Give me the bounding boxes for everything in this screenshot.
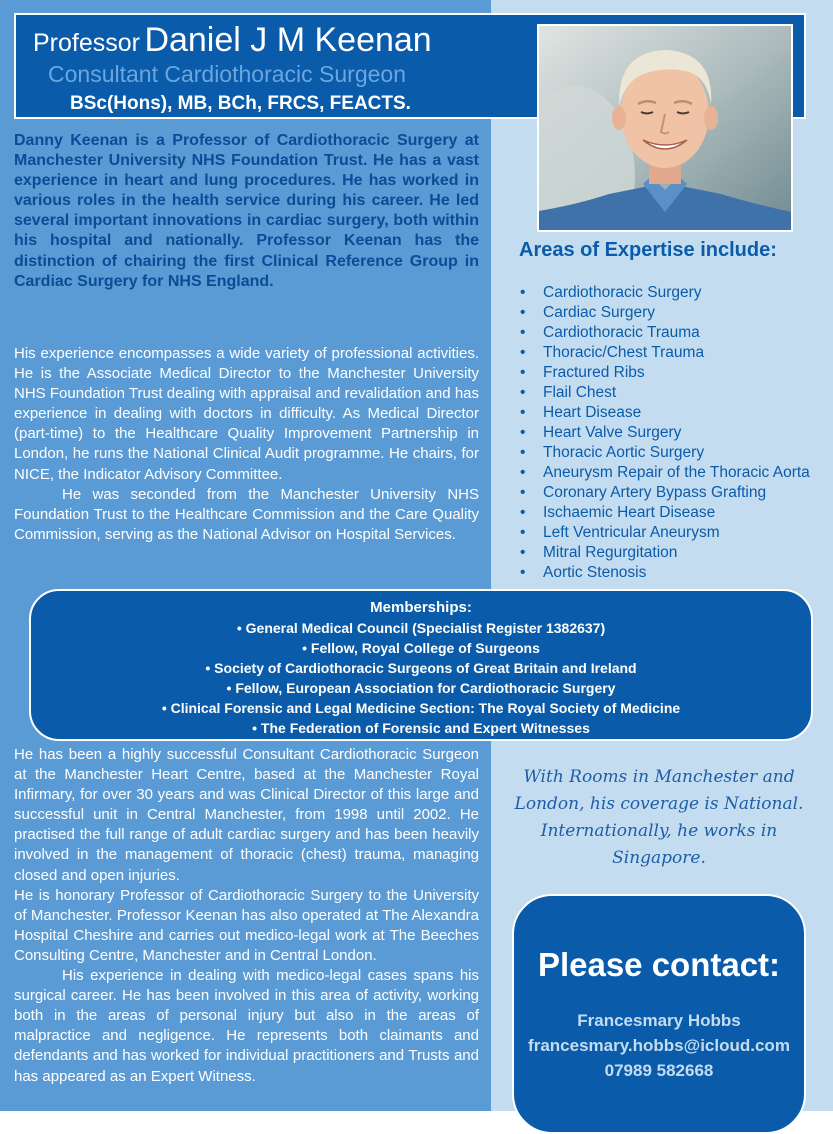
expertise-item: • Mitral Regurgitation <box>518 543 810 563</box>
job-title: Consultant Cardiothoracic Surgeon <box>48 61 406 87</box>
bio-paragraph: He has been a highly successful Consultant Cardiothoracic Surgeon at the Manchester Heart Centre, based at the Manchester Royal Infirmary, for over 30 years and was Clinical Director of this large and successful unit in Central Manchester, from 1998 until 2002. He practised the full range of adult cardiac surgery and has been heavily involved in the management of thoracic (chest) trauma, managing closed and open injuries. <box>14 746 479 884</box>
doctor-name: Daniel J M Keenan <box>144 21 432 59</box>
contact-heading: Please contact: <box>537 946 781 983</box>
expertise-item: • Flail Chest <box>518 383 810 403</box>
membership-item: • Fellow, Royal College of Surgeons <box>302 640 540 656</box>
bio-paragraph: He was seconded from the Manchester University NHS Foundation Trust to the Healthcare Commission and the Care Quality Commission, serving as the National Advisor on Hospital Services. <box>14 485 479 543</box>
contact-email[interactable]: francesmary.hobbs@icloud.com <box>528 1036 790 1055</box>
portrait-photo <box>537 24 793 232</box>
expertise-item: • Heart Disease <box>518 403 810 423</box>
qualifications: BSc(Hons), MB, BCh, FRCS, FEACTS. <box>70 93 411 114</box>
expertise-list <box>518 283 810 583</box>
expertise-item: • Ischaemic Heart Disease <box>518 503 810 523</box>
portrait-illustration <box>539 26 791 230</box>
contact-box <box>512 894 806 1134</box>
expertise-item: • Cardiothoracic Trauma <box>518 323 810 343</box>
bio-paragraph: His experience encompasses a wide variety of professional activities. He is the Associate Medical Director to the Manchester University NHS Foundation Trust dealing with appraisal and revalidation and has experience in dealing with doctors in difficulty. As Medical Director (part-time) to the Healthcare Quality Improvement Partnership in London, he runs the National Clinical Audit programme. He chairs, for NICE, the Indicator Advisory Committee. <box>14 345 479 483</box>
name-line <box>33 21 432 60</box>
name-prefix: Professor <box>33 29 140 57</box>
expertise-item: • Cardiothoracic Surgery <box>518 283 810 303</box>
membership-item: • The Federation of Forensic and Expert Witnesses <box>252 720 590 736</box>
contact-name: Francesmary Hobbs <box>577 1011 741 1030</box>
expertise-item: • Thoracic/Chest Trauma <box>518 343 810 363</box>
rooms-note: With Rooms in Manchester and London, his coverage is National. Internationally, he works in Singapore. <box>514 767 804 868</box>
membership-item: • Fellow, European Association for Cardiothoracic Surgery <box>226 680 616 696</box>
expertise-item: • Left Ventricular Aneurysm <box>518 523 810 543</box>
bio-career <box>14 745 479 1087</box>
membership-item: • Clinical Forensic and Legal Medicine Section: The Royal Society of Medicine <box>161 700 681 716</box>
membership-item: • General Medical Council (Specialist Register 1382637) <box>236 620 606 636</box>
expertise-item: • Aneurysm Repair of the Thoracic Aorta <box>518 463 810 483</box>
expertise-item: • Heart Valve Surgery <box>518 423 810 443</box>
memberships-heading: Memberships: <box>370 599 472 616</box>
bio-paragraph: He is honorary Professor of Cardiothoracic Surgery to the University of Manchester. Professor Keenan has also operated at The Alexandra Hospital Cheshire and carries out medico-legal work at The Beeches Consulting Centre, Manchester and in Central London. <box>14 886 479 964</box>
expertise-item: • Cardiac Surgery <box>518 303 810 323</box>
contact-phone[interactable]: 07989 582668 <box>604 1061 714 1080</box>
expertise-item: • Thoracic Aortic Surgery <box>518 443 810 463</box>
memberships-list <box>31 618 811 738</box>
expertise-heading: Areas of Expertise include: <box>519 239 777 261</box>
expertise-item: • Coronary Artery Bypass Grafting <box>518 483 810 503</box>
bio-paragraph: His experience in dealing with medico-legal cases spans his surgical career. He has been involved in this area of activity, working both in the areas of personal injury but also in the areas of malpractice and negligence. He represents both claimants and defendants and has worked for individual practitioners and Trusts and has appeared as an Expert Witness. <box>14 967 479 1085</box>
membership-item: • Society of Cardiothoracic Surgeons of Great Britain and Ireland <box>205 660 637 676</box>
memberships-box <box>29 589 813 741</box>
bio-intro: Danny Keenan is a Professor of Cardiothoracic Surgery at Manchester University NHS Foundation Trust. He has a vast experience in heart and lung procedures. He has worked in various roles in the health service during his career. He led several important innovations in cardiac surgery, both within his hospital and nationally. Professor Keenan has the distinction of chairing the first Clinical Reference Group in Cardiac Surgery for NHS England. <box>14 132 479 290</box>
expertise-item: • Fractured Ribs <box>518 363 810 383</box>
expertise-item: • Aortic Stenosis <box>518 563 810 583</box>
bio-experience <box>14 344 479 545</box>
